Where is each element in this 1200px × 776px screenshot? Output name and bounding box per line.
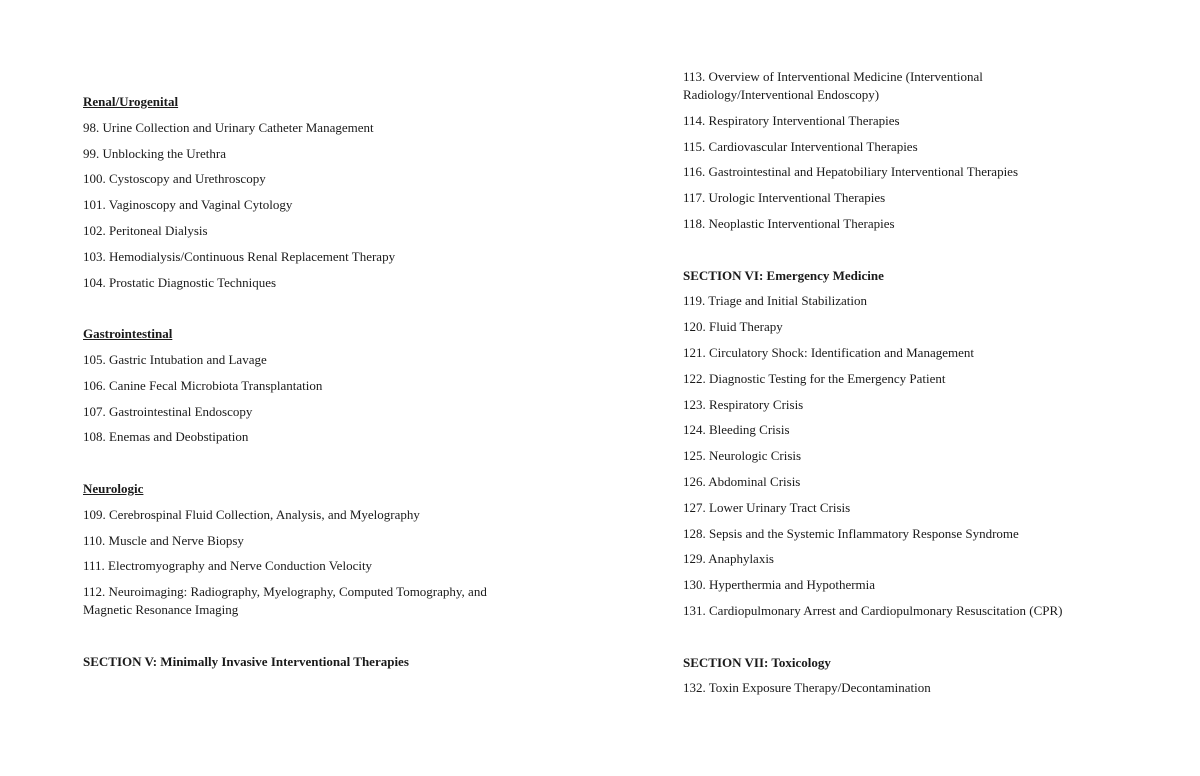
- toc-entry-103: 103. Hemodialysis/Continuous Renal Replacement Therapy: [83, 248, 396, 264]
- toc-entry-120: 120. Fluid Therapy: [683, 319, 783, 335]
- toc-entry-132: 132. Toxin Exposure Therapy/Decontamination: [683, 680, 931, 696]
- toc-entry-114: 114. Respiratory Interventional Therapies: [683, 112, 900, 128]
- toc-entry-113: 113. Overview of Interventional Medicine (Interventional Radiology/Interventional Endoscopy): [683, 69, 983, 102]
- toc-entry-131: 131. Cardiopulmonary Arrest and Cardiopulmonary Resuscitation (CPR): [683, 602, 1063, 618]
- toc-entry-122: 122. Diagnostic Testing for the Emergency Patient: [683, 370, 946, 386]
- toc-entry-100: 100. Cystoscopy and Urethroscopy: [83, 171, 266, 187]
- toc-entry-124: 124. Bleeding Crisis: [683, 422, 790, 438]
- toc-entry-125: 125. Neurologic Crisis: [683, 448, 802, 464]
- right-column: [683, 68, 1103, 705]
- toc-entry-126: 126. Abdominal Crisis: [683, 473, 801, 489]
- neurologic-heading: Neurologic: [83, 480, 144, 496]
- toc-entry-108: 108. Enemas and Deobstipation: [83, 429, 249, 445]
- toc-entry-123: 123. Respiratory Crisis: [683, 396, 804, 412]
- toc-entry-106: 106. Canine Fecal Microbiota Transplantation: [83, 377, 323, 393]
- spacer: [83, 299, 603, 325]
- renal-urogenital-heading: Renal/Urogenital: [83, 94, 179, 109]
- gastrointestinal-heading: Gastrointestinal: [83, 326, 173, 342]
- toc-entry-119: 119. Triage and Initial Stabilization: [683, 293, 868, 309]
- toc-entry-127: 127. Lower Urinary Tract Crisis: [683, 499, 851, 515]
- toc-entry-129: 129. Anaphylaxis: [683, 551, 774, 567]
- toc-entry-99: 99. Unblocking the Urethra: [83, 145, 226, 161]
- toc-entry-121: 121. Circulatory Shock: Identification and Management: [683, 344, 974, 360]
- toc-entry-101: 101. Vaginoscopy and Vaginal Cytology: [83, 197, 293, 213]
- toc-entry-104: 104. Prostatic Diagnostic Techniques: [83, 274, 277, 290]
- toc-entry-112: 112. Neuroimaging: Radiography, Myelography, Computed Tomography, and Magnetic Resonance Imaging: [83, 584, 487, 618]
- toc-entry-105: 105. Gastric Intubation and Lavage: [83, 351, 267, 367]
- toc-entry-115: 115. Cardiovascular Interventional Therapies: [683, 138, 918, 154]
- toc-entry-111: 111. Electromyography and Nerve Conduction Velocity: [83, 558, 373, 574]
- toc-entry-110: 110. Muscle and Nerve Biopsy: [83, 532, 244, 548]
- spacer: [683, 241, 1103, 267]
- toc-entry-117: 117. Urologic Interventional Therapies: [683, 190, 886, 206]
- toc-entry-116: 116. Gastrointestinal and Hepatobiliary Interventional Therapies: [683, 164, 1019, 180]
- spacer: [683, 628, 1103, 654]
- section-v-heading: SECTION V: Minimally Invasive Interventional Therapies: [83, 653, 409, 669]
- spacer: [83, 627, 603, 653]
- toc-entry-98: 98. Urine Collection and Urinary Catheter Management: [83, 119, 374, 135]
- section-vii-heading: SECTION VII: Toxicology: [683, 654, 831, 670]
- spacer: [83, 454, 603, 480]
- toc-entry-107: 107. Gastrointestinal Endoscopy: [83, 403, 253, 419]
- toc-entry-130: 130. Hyperthermia and Hypothermia: [683, 577, 876, 593]
- toc-entry-128: 128. Sepsis and the Systemic Inflammatory Response Syndrome: [683, 525, 1019, 541]
- toc-entry-102: 102. Peritoneal Dialysis: [83, 222, 208, 238]
- toc-entry-109: 109. Cerebrospinal Fluid Collection, Analysis, and Myelography: [83, 506, 420, 522]
- section-vi-heading: SECTION VI: Emergency Medicine: [683, 267, 884, 283]
- toc-entry-118: 118. Neoplastic Interventional Therapies: [683, 215, 895, 231]
- left-column: [83, 93, 603, 679]
